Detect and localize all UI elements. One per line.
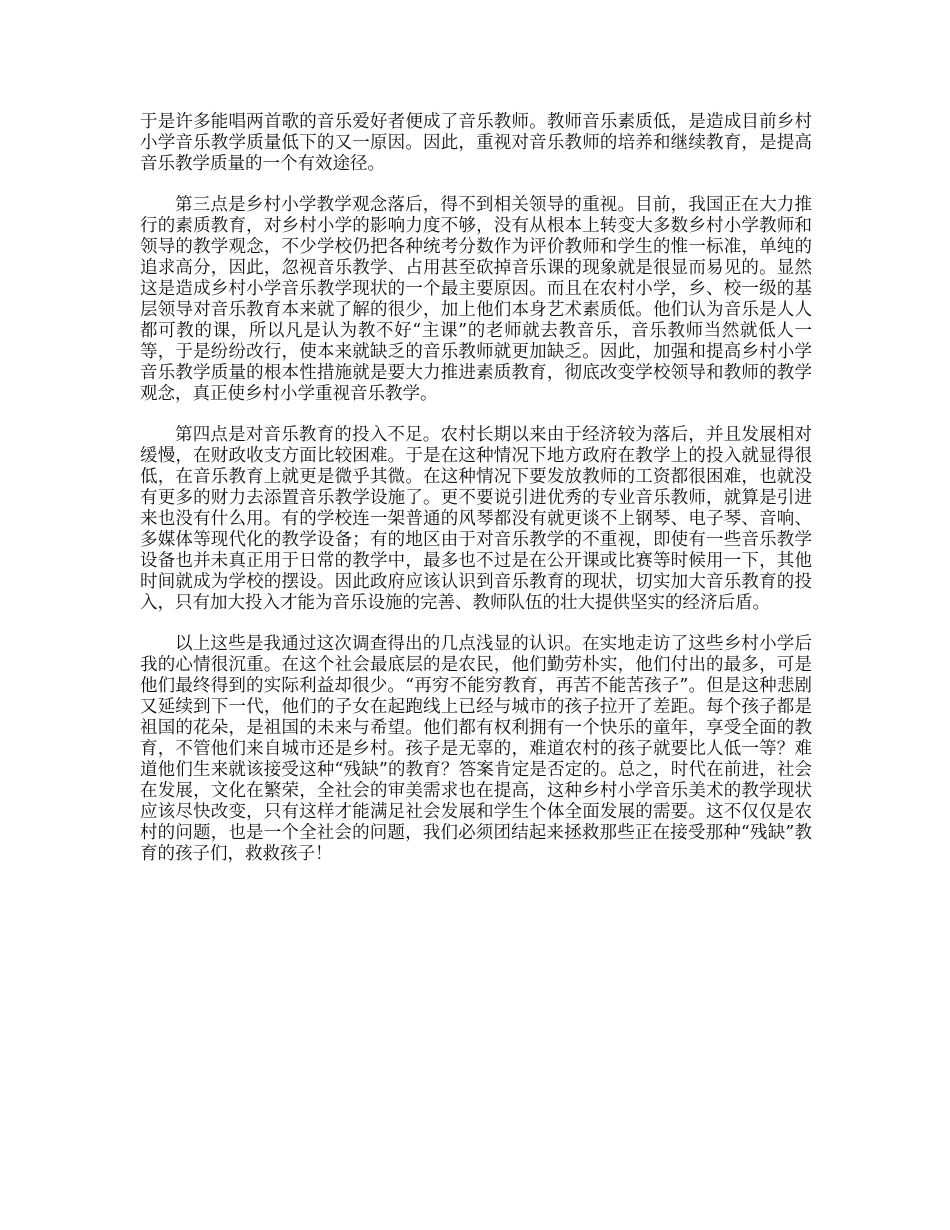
paragraph-point-four: 第四点是对音乐教育的投入不足。农村长期以来由于经济较为落后，并且发展相对缓慢，在财政收支方面比较困难。于是在这种情况下地方政府在教学上的投入就显得很低，在音乐教育上就更是微乎其微。在这种情况下要发放教师的工资都很困难，也就没有更多的财力去添置音乐教学设施了。更不要说引进优秀的专业音乐教师，就算是引进来也没有什么用。有的学校连一架普通的风琴都没有就更谈不上钢琴、电子琴、音响、多媒体等现代化的教学设备；有的地区由于对音乐教学的不重视，即使有一些音乐教学设备也并未真正用于日常的教学中，最多也不过是在公开课或比赛等时候用一下，其他时间就成为学校的摆设。因此政府应该认识到音乐教育的现状，切实加大音乐教育的投入，只有加大投入才能为音乐设施的完善、教师队伍的壮大提供坚实的经济后盾。 xyxy=(140,425,812,613)
paragraph-continuation: 于是许多能唱两首歌的音乐爱好者便成了音乐教师。教师音乐素质低，是造成目前乡村小学音乐教学质量低下的又一原因。因此，重视对音乐教师的培养和继续教育，是提高音乐教学质量的一个有效途径。 xyxy=(140,112,812,174)
paragraph-conclusion: 以上这些是我通过这次调查得出的几点浅显的认识。在实地走访了这些乡村小学后我的心情很沉重。在这个社会最底层的是农民，他们勤劳朴实，他们付出的最多，可是他们最终得到的实际利益却很少。“再穷不能穷教育，再苦不能苦孩子”。但是这种悲剧又延续到下一代，他们的子女在起跑线上已经与城市的孩子拉开了差距。每个孩子都是祖国的花朵，是祖国的未来与希望。他们都有权利拥有一个快乐的童年，享受全面的教育，不管他们来自城市还是乡村。孩子是无辜的，难道农村的孩子就要比人低一等？难道他们生来就该接受这种“残缺”的教育？答案肯定是否定的。总之，时代在前进，社会在发展，文化在繁荣，全社会的审美需求也在提高，这种乡村小学音乐美术的教学现状应该尽快改变，只有这样才能满足社会发展和学生个体全面发展的需要。这不仅仅是农村的问题，也是一个全社会的问题，我们必须团结起来拯救那些正在接受那种“残缺”教育的孩子们，救救孩子！ xyxy=(140,634,812,864)
paragraph-point-three: 第三点是乡村小学教学观念落后，得不到相关领导的重视。目前，我国正在大力推行的素质教育，对乡村小学的影响力度不够，没有从根本上转变大多数乡村小学教师和领导的教学观念，不少学校仍把各种统考分数作为评价教师和学生的惟一标准，单纯的追求高分，因此，忽视音乐教学、占用甚至砍掉音乐课的现象就是很显而易见的。显然这是造成乡村小学音乐教学现状的一个最主要原因。而且在农村小学，乡、校一级的基层领导对音乐教育本来就了解的很少，加上他们本身艺术素质低。他们认为音乐是人人都可教的课，所以凡是认为教不好“主课”的老师就去教音乐，音乐教师当然就低人一等，于是纷纷改行，使本来就缺乏的音乐教师就更加缺乏。因此，加强和提高乡村小学音乐教学质量的根本性措施就是要大力推进素质教育，彻底改变学校领导和教师的教学观念，真正使乡村小学重视音乐教学。 xyxy=(140,195,812,404)
document-page xyxy=(140,112,812,885)
